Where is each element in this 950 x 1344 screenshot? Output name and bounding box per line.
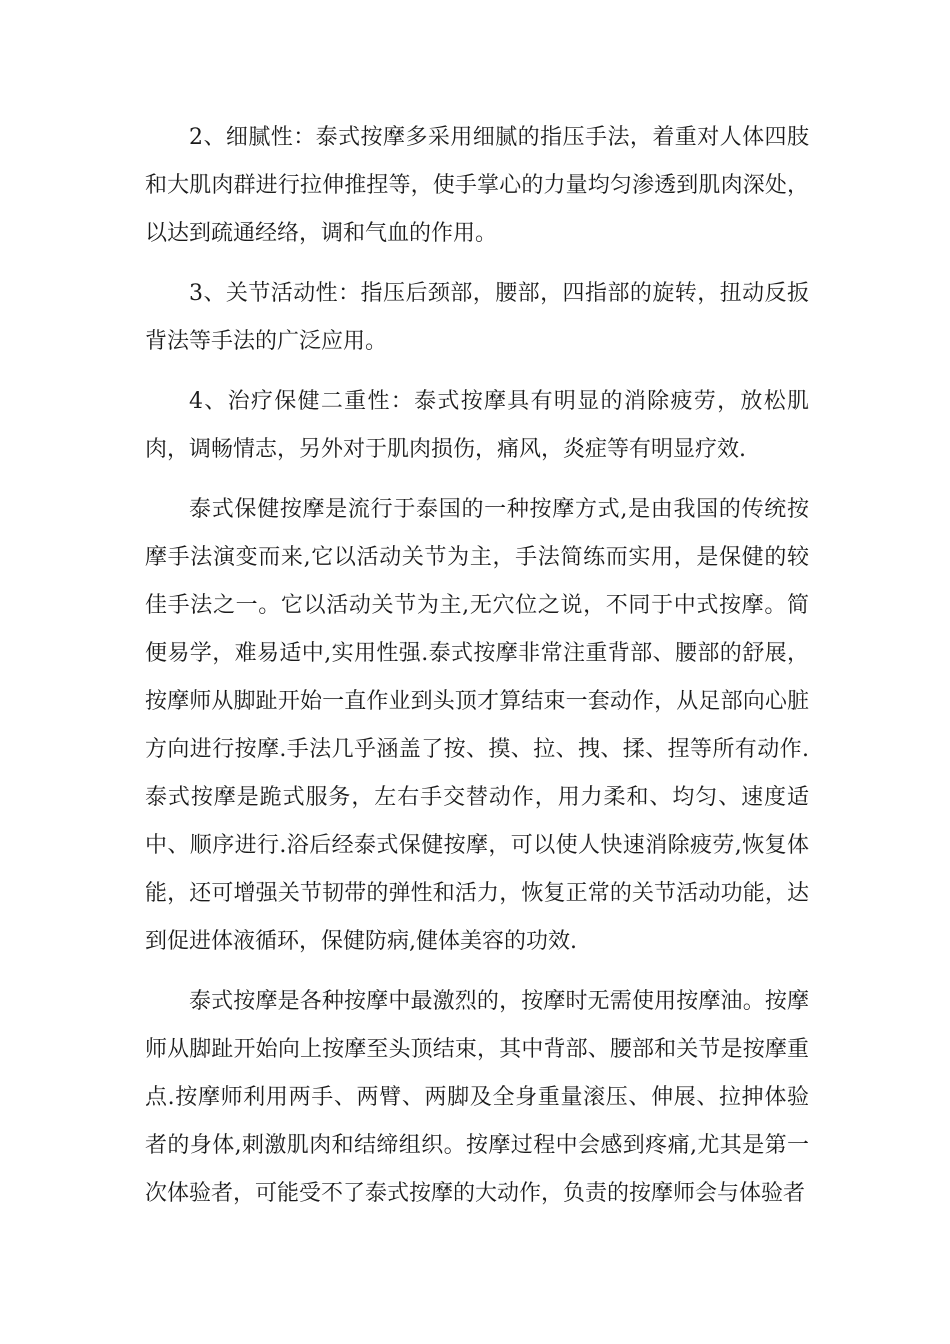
paragraph-therapeutic-duality: 4、治疗保健二重性：泰式按摩具有明显的消除疲劳，放松肌肉，调畅情志，另外对于肌肉损伤，痛风，炎症等有明显疗效. <box>145 389 809 462</box>
paragraph-joint-mobility: 3、关节活动性：指压后颈部，腰部，四指部的旋转，扭动反扳背法等手法的广泛应用。 <box>145 281 809 354</box>
paragraph-intensity: 泰式按摩是各种按摩中最激烈的，按摩时无需使用按摩油。按摩师从脚趾开始向上按摩至头顶结束，其中背部、腰部和关节是按摩重点.按摩师利用两手、两臂、两脚及全身重量滚压、伸展、拉抻体验者的身体,刺激肌肉和结缔组织。按摩过程中会感到疼痛,尤其是第一次体验者，可能受不了泰式按摩的大动作，负责的按摩师会与体验者 <box>145 989 809 1206</box>
paragraph-thai-health-massage: 泰式保健按摩是流行于泰国的一种按摩方式,是由我国的传统按摩手法演变而来,它以活动关节为主，手法简练而实用，是保健的较佳手法之一。它以活动关节为主,无穴位之说，不同于中式按摩。简便易学，难易适中,实用性强.泰式按摩非常注重背部、腰部的舒展，按摩师从脚趾开始一直作业到头顶才算结束一套动作，从足部向心脏方向进行按摩.手法几乎涵盖了按、摸、拉、拽、揉、捏等所有动作.泰式按摩是跪式服务，左右手交替动作，用力柔和、均匀、速度适中、顺序进行.浴后经泰式保健按摩，可以使人快速消除疲劳,恢复体能，还可增强关节韧带的弹性和活力，恢复正常的关节活动功能，达到促进体液循环，保健防病,健体美容的功效. <box>145 497 809 954</box>
paragraph-delicacy: 2、细腻性：泰式按摩多采用细腻的指压手法，着重对人体四肢和大肌肉群进行拉伸推捏等，使手掌心的力量均匀渗透到肌肉深处，以达到疏通经络，调和气血的作用。 <box>145 125 809 246</box>
document-body <box>145 114 809 1230</box>
